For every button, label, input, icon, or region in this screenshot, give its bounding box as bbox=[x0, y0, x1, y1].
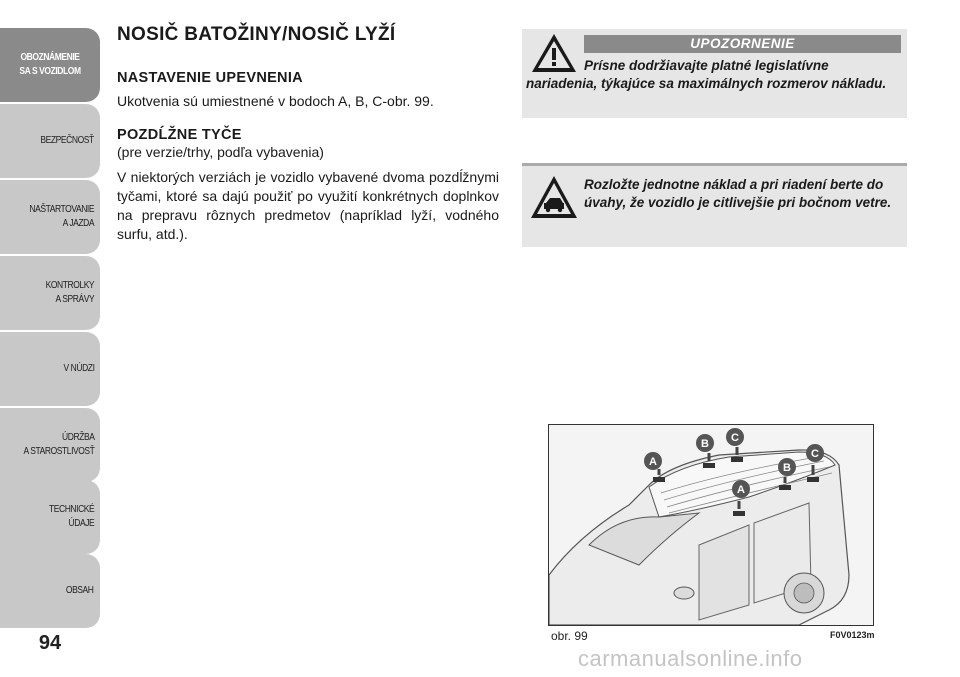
tab-label: BEZPEČNOSŤ bbox=[40, 135, 94, 146]
tab-udrzba[interactable] bbox=[0, 408, 100, 482]
figure-roof-rack bbox=[548, 424, 874, 626]
marker-label: B bbox=[701, 438, 709, 450]
marker-label: A bbox=[649, 456, 657, 468]
tab-label: ÚDRŽBA A STAROSTLIVOSŤ bbox=[23, 432, 94, 457]
warning-box-load bbox=[522, 163, 907, 247]
warning-box-legislation bbox=[522, 29, 907, 118]
watermark: carmanualsonline.info bbox=[578, 646, 803, 671]
section-text-bars: V niektorých verziách je vozidlo vybavené dvoma pozdĺžnymi tyčami, ktoré sa dajú použiť po využití konkrétnych doplnkov na prepravu rôznych predmetov (napríklad lyží, vodného surfu, atd.). bbox=[117, 169, 499, 242]
tab-technicke-udaje[interactable] bbox=[0, 480, 100, 554]
marker-label: C bbox=[811, 448, 819, 460]
tab-label: KONTROLKY A SPRÁVY bbox=[45, 280, 94, 305]
figure-code: F0V0123m bbox=[830, 630, 875, 640]
marker-a-front-left bbox=[644, 452, 665, 482]
tab-label: V NÚDZI bbox=[62, 363, 94, 374]
marker-label: A bbox=[737, 484, 745, 496]
section-heading-mounting: NASTAVENIE UPEVNENIA bbox=[117, 70, 303, 86]
warning-text-legislation: Prísne dodržiavajte platné legislatívne nariadenia, týkajúce sa maximálnych rozmerov nákladu. bbox=[526, 58, 887, 91]
figure-caption: obr. 99 bbox=[551, 629, 588, 643]
page-number: 94 bbox=[38, 632, 62, 654]
tab-label: TECHNICKÉ ÚDAJE bbox=[48, 504, 94, 529]
tab-obsah[interactable] bbox=[0, 554, 100, 628]
tab-bezpecnost[interactable] bbox=[0, 104, 100, 178]
tab-nastartovanie[interactable] bbox=[0, 180, 100, 254]
tab-label: OBSAH bbox=[66, 585, 94, 596]
tab-oboznamenie[interactable] bbox=[0, 28, 100, 102]
warning-banner: UPOZORNENIE bbox=[584, 35, 901, 53]
section-heading-bars: POZDĹŽNE TYČE bbox=[117, 127, 242, 143]
main-column bbox=[117, 24, 499, 244]
section-text-mounting: Ukotvenia sú umiestnené v bodoch A, B, C-obr. 99. bbox=[117, 93, 434, 109]
tab-v-nudzi[interactable] bbox=[0, 332, 100, 406]
car-warning-triangle-icon bbox=[530, 174, 578, 220]
tab-label: OBOZNÁMENIE SA S VOZIDLOM bbox=[19, 52, 81, 77]
page-title: NOSIČ BATOŽINY/NOSIČ LYŽÍ bbox=[117, 24, 396, 45]
marker-label: C bbox=[731, 432, 739, 444]
section-subtitle-bars: (pre verzie/trhy, podľa vybavenia) bbox=[117, 144, 324, 160]
tab-kontrolky[interactable] bbox=[0, 256, 100, 330]
van-roof-illustration bbox=[549, 425, 873, 625]
marker-label: B bbox=[783, 462, 791, 474]
tab-label: NAŠTARTOVANIE A JAZDA bbox=[29, 204, 94, 229]
warning-text-load: Rozložte jednotne náklad a pri riadení berte do úvahy, že vozidlo je citlivejšie pri bočnom vetre. bbox=[584, 177, 892, 210]
